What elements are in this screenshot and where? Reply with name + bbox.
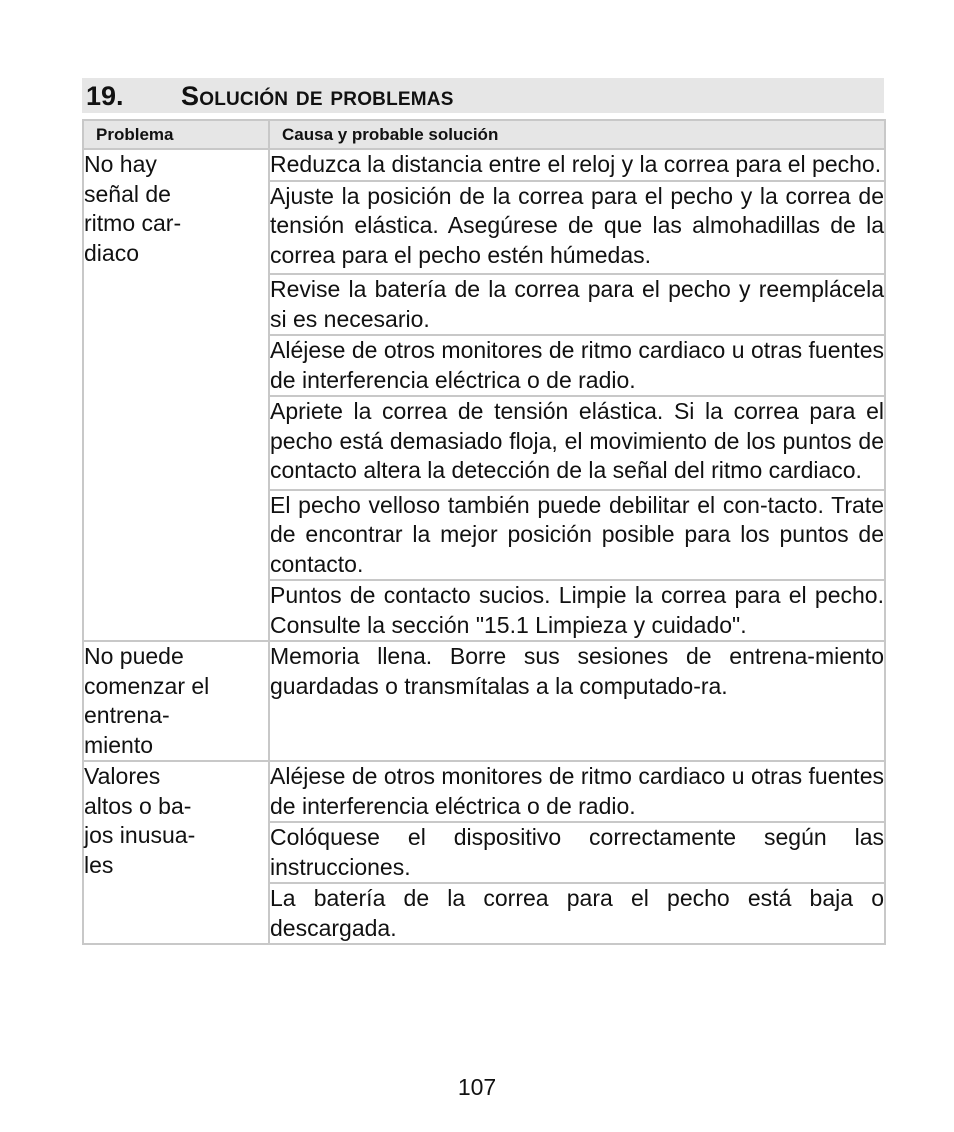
table-row: [83, 149, 885, 181]
problem-line: altos o ba-: [84, 792, 192, 819]
cause-cell: Aléjese de otros monitores de ritmo cardiaco u otras fuentes de interferencia eléctrica o de radio.: [269, 761, 885, 822]
problem-cell: [83, 149, 269, 641]
header-problem: Problema: [83, 120, 269, 149]
cause-cell: Reduzca la distancia entre el reloj y la correa para el pecho.: [269, 149, 885, 181]
cause-cell: Memoria llena. Borre sus sesiones de entrena-miento guardadas o transmítalas a la computado-ra.: [269, 641, 885, 761]
table-row: [83, 641, 885, 761]
section-heading: [82, 78, 884, 113]
problem-line: les: [84, 851, 114, 878]
cause-cell: Aléjese de otros monitores de ritmo cardiaco u otras fuentes de interferencia eléctrica o de radio.: [269, 335, 885, 396]
problem-line: comenzar el: [84, 672, 210, 699]
table-row: [83, 761, 885, 822]
problem-line: miento: [84, 731, 154, 758]
cause-cell: Colóquese el dispositivo correctamente según las instrucciones.: [269, 822, 885, 883]
problem-line: jos inusua-: [84, 822, 196, 848]
problem-line: diaco: [84, 239, 139, 266]
section-title: Solución de problemas: [181, 81, 454, 111]
page-number: 107: [457, 1074, 497, 1100]
problem-line: señal de: [84, 180, 171, 207]
troubleshooting-table: [82, 119, 886, 945]
problem-line: No puede: [84, 643, 184, 669]
problem-cell: [83, 761, 269, 944]
cause-cell: Apriete la correa de tensión elástica. Si la correa para el pecho está demasiado floja, el movimiento de los puntos de contacto altera la detección de la señal del ritmo cardiaco.: [269, 396, 885, 490]
table-header-row: [83, 120, 885, 149]
header-cause: Causa y probable solución: [269, 120, 885, 149]
cause-cell: Puntos de contacto sucios. Limpie la correa para el pecho. Consulte la sección "15.1 Limpieza y cuidado".: [269, 580, 885, 641]
cause-cell: Ajuste la posición de la correa para el pecho y la correa de tensión elástica. Asegúrese de que las almohadillas de la correa para el pecho estén húmedas.: [269, 181, 885, 275]
problem-line: ritmo car-: [84, 210, 182, 236]
problem-line: Valores: [84, 763, 161, 789]
problem-cell: [83, 641, 269, 761]
cause-cell: La batería de la correa para el pecho está baja o descargada.: [269, 883, 885, 944]
cause-cell: El pecho velloso también puede debilitar el con-tacto. Trate de encontrar la mejor posición posible para los puntos de contacto.: [269, 490, 885, 581]
problem-line: No hay: [84, 151, 157, 177]
section-number: 19.: [86, 81, 124, 111]
cause-cell: Revise la batería de la correa para el pecho y reemplácela si es necesario.: [269, 274, 885, 335]
problem-line: entrena-: [84, 702, 170, 728]
